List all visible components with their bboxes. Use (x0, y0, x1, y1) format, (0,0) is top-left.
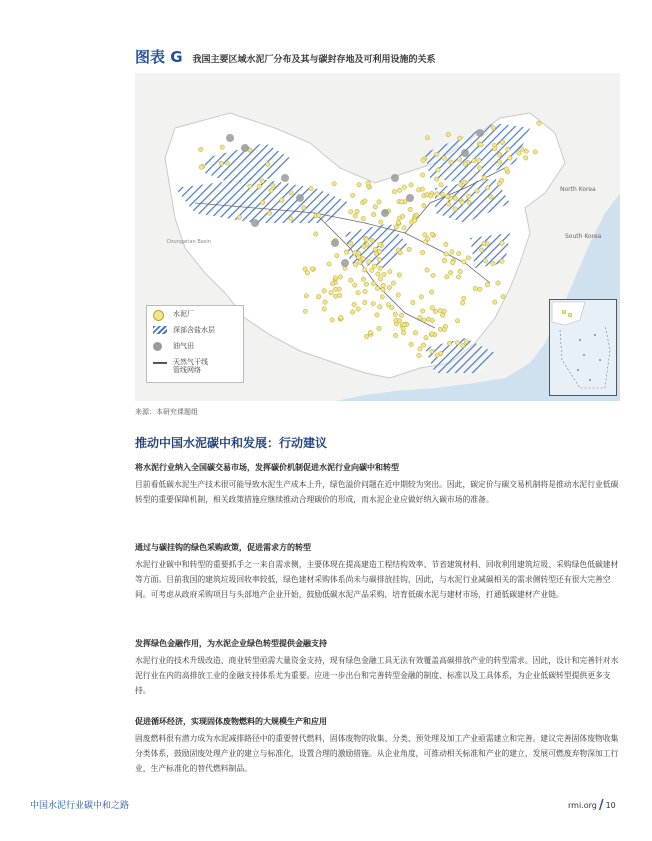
cement-plant-marker (304, 294, 308, 298)
cement-plant-marker (400, 200, 404, 204)
cement-plant-marker (402, 226, 406, 230)
cement-plant-marker (333, 276, 337, 280)
cement-plant-marker (424, 335, 428, 339)
cement-plant-marker (453, 196, 457, 200)
cement-plant-marker (430, 306, 434, 310)
cement-plant-marker (393, 333, 397, 337)
cement-plant-marker (376, 272, 380, 276)
cement-plant-marker (371, 301, 375, 305)
cement-plant-marker (402, 185, 406, 189)
cement-plant-marker (237, 215, 241, 219)
cement-plant-marker (248, 184, 252, 188)
cement-plant-marker (497, 181, 501, 185)
cement-plant-marker (349, 241, 353, 245)
cement-plant-marker (520, 147, 524, 151)
cement-plant-marker (417, 353, 421, 357)
oil-gas-field-marker (226, 134, 234, 142)
cement-plant-marker (435, 353, 439, 357)
cement-plant-marker (429, 194, 433, 198)
cement-plant-marker (435, 192, 439, 196)
oil-gas-field-marker (391, 174, 399, 182)
cement-plant-marker (477, 166, 481, 170)
cement-plant-marker (422, 318, 426, 322)
cement-plant-marker (350, 193, 354, 197)
cement-plant-marker (377, 200, 381, 204)
cement-plant-marker (408, 207, 412, 211)
cement-plant-marker (358, 260, 362, 264)
cement-plant-marker (464, 339, 468, 343)
cement-plant-marker (430, 332, 434, 336)
cement-plant-marker (280, 198, 284, 202)
cement-plant-marker (506, 147, 510, 151)
saline-aquifer-icon (153, 326, 167, 334)
cement-plant-marker (501, 294, 505, 298)
footer-report-title: 中国水泥行业碳中和之路 (30, 801, 130, 811)
cement-plant-marker (491, 126, 495, 130)
legend-item-cement: 水泥厂 (153, 310, 237, 326)
cement-plant-marker (353, 251, 357, 255)
cement-plant-marker (289, 217, 293, 221)
cement-plant-marker (339, 315, 343, 319)
cement-plant-marker (370, 268, 374, 272)
cement-plant-marker (426, 317, 430, 321)
cement-plant-marker (362, 268, 366, 272)
cement-plant-marker (467, 200, 471, 204)
cement-plant-marker (375, 286, 379, 290)
cement-plant-marker (448, 270, 452, 274)
cement-plant-marker (504, 167, 508, 171)
map-label-basin: Dzungarian Basin (167, 239, 211, 245)
cement-plant-marker (421, 309, 425, 313)
cement-plant-marker (409, 342, 413, 346)
cement-plant-marker (371, 281, 375, 285)
recommendation-body-2: 水泥行业碳中和转型的重要抓手之一来自需求侧，主要体现在提高建造工程结构效率、节省建筑材料、回收利用建筑垃圾、采购绿色低碳建材等方面。目前我国的建筑垃圾回收率较低，绿色建材采购体系尚未与碳排放挂钩，因此，与水泥行业减碳相关的需求侧转型还有很大完善空间。可考虑从政府采购项目与头部地产企业开始，鼓励低碳水泥产品采购，培育低碳水泥与建材市场，打通低碳建材产业链。 (135, 560, 619, 599)
cement-plant-marker (500, 241, 504, 245)
cement-plant-marker (353, 283, 357, 287)
pipeline-icon (153, 362, 167, 364)
cement-plant-marker (337, 287, 341, 291)
cement-plant-marker (219, 161, 223, 165)
cement-plant-marker (301, 206, 305, 210)
cement-plant-marker (445, 194, 449, 198)
cement-plant-marker (386, 303, 390, 307)
cement-plant-marker (355, 209, 359, 213)
figure-caption: 我国主要区域水泥厂分布及其与碳封存地及可利用设施的关系 (192, 55, 436, 65)
cement-plant-marker (392, 190, 396, 194)
figure-title (135, 46, 436, 66)
cement-plant-marker (378, 242, 382, 246)
cement-plant-marker (381, 283, 385, 287)
cement-plant-marker (477, 158, 481, 162)
cement-plant-marker (260, 200, 264, 204)
cement-plant-marker (457, 251, 461, 255)
cement-plant-marker (450, 250, 454, 254)
cement-plant-marker (485, 186, 489, 190)
cement-plant-marker (332, 182, 336, 186)
cement-plant-marker (266, 162, 270, 166)
cement-plant-marker (368, 330, 372, 334)
cement-plant-marker (356, 290, 360, 294)
cement-plant-marker (436, 168, 440, 172)
cement-plant-marker (473, 286, 477, 290)
cement-plant-marker (401, 331, 405, 335)
footer-page-info (568, 798, 616, 813)
cement-plant-marker (418, 347, 422, 351)
cement-plant-marker (397, 273, 401, 277)
cement-plant-marker (388, 269, 392, 273)
page-number: 10 (605, 801, 616, 810)
cement-plant-marker (269, 188, 273, 192)
cement-plant-marker (475, 189, 479, 193)
cement-plant-marker (440, 313, 444, 317)
cement-plant-marker (399, 313, 403, 317)
cement-plant-marker (485, 282, 489, 286)
figure-label: 图表 G (135, 48, 183, 66)
cement-plant-marker (412, 218, 416, 222)
cement-plant-marker (498, 160, 502, 164)
oil-gas-field-marker (461, 149, 469, 157)
cement-plant-marker (479, 143, 483, 147)
cement-plant-marker (401, 326, 405, 330)
cement-plant-marker (447, 341, 451, 345)
cement-plant-marker (446, 132, 450, 136)
cement-plant-marker (330, 318, 334, 322)
cement-plant-marker (379, 220, 383, 224)
cement-plant-marker (225, 161, 229, 165)
cement-plant-marker (462, 260, 466, 264)
recommendation-heading-3: 发挥绿色金融作用，为水泥企业绿色转型提供金融支持 (135, 639, 327, 648)
cement-plant-marker (370, 238, 374, 242)
cement-plant-marker (350, 310, 354, 314)
oil-gas-field-marker (281, 174, 289, 182)
oil-gas-field-marker (241, 144, 249, 152)
cement-plant-marker (493, 146, 497, 150)
aquifer-6 (470, 233, 510, 268)
cement-plant-marker (402, 322, 406, 326)
cement-plant-marker (333, 294, 337, 298)
cement-plant-marker (327, 262, 331, 266)
cement-plant-marker (330, 281, 334, 285)
cement-plant-marker (421, 158, 425, 162)
cement-plant-marker (363, 199, 367, 203)
cement-plant-marker (316, 294, 320, 298)
cement-plant-marker (482, 176, 486, 180)
cement-plant-marker (375, 313, 379, 317)
cement-plant-marker (421, 343, 425, 347)
cement-plant-marker (457, 136, 461, 140)
cement-plant-marker (398, 251, 402, 255)
cement-plant-marker (444, 252, 448, 256)
cement-plant-marker (220, 145, 224, 149)
cement-plant-marker (313, 232, 317, 236)
oil-gas-field-marker (341, 259, 349, 267)
cement-plant-marker (338, 293, 342, 297)
cement-plant-marker (364, 237, 368, 241)
cement-plant-marker (322, 307, 326, 311)
cement-plant-marker (479, 248, 483, 252)
cement-plant-icon (153, 310, 164, 321)
cement-plant-marker (420, 250, 424, 254)
cement-plant-marker (356, 307, 360, 311)
cement-plant-marker (409, 183, 413, 187)
cement-plant-marker (456, 275, 460, 279)
cement-plant-marker (457, 157, 461, 161)
cement-plant-marker (498, 152, 502, 156)
cement-plant-marker (364, 334, 368, 338)
cement-plant-marker (430, 349, 434, 353)
cement-plant-marker (441, 192, 445, 196)
cement-plant-marker (199, 165, 203, 169)
cement-plant-marker (387, 285, 391, 289)
cement-plant-marker (455, 340, 459, 344)
section-title: 推动中国水泥碳中和发展：行动建议 (135, 436, 328, 450)
cement-plant-marker (361, 277, 365, 281)
cement-plant-marker (393, 312, 397, 316)
recommendation-heading-1: 将水泥行业纳入全国碳交易市场，发挥碳价机制促进水泥行业向碳中和转型 (135, 463, 399, 472)
oil-gas-field-marker (381, 209, 389, 217)
cement-plant-marker (537, 121, 541, 125)
cement-plant-marker (420, 173, 424, 177)
cement-plant-marker (449, 160, 453, 164)
cement-plant-marker (442, 258, 446, 262)
cement-plant-marker (373, 204, 377, 208)
cement-plant-marker (460, 301, 464, 305)
cement-plant-marker (444, 242, 448, 246)
cement-plant-marker (523, 156, 527, 160)
cement-plant-marker (378, 305, 382, 309)
footer-site-link[interactable]: rmi.org (568, 801, 597, 810)
cement-plant-marker (257, 184, 261, 188)
cement-plant-marker (378, 266, 382, 270)
cement-plant-marker (508, 156, 512, 160)
cement-plant-marker (463, 180, 467, 184)
cement-plant-marker (271, 183, 275, 187)
cement-plant-marker (466, 256, 470, 260)
legend-item-pipeline: 天然气干线管线网络 (153, 358, 237, 378)
oil-gas-field-icon (153, 342, 162, 351)
cement-plant-marker (442, 309, 446, 313)
cement-plant-marker (489, 195, 493, 199)
cement-plant-marker (322, 289, 326, 293)
cement-plant-marker (361, 256, 365, 260)
cement-plant-marker (267, 211, 271, 215)
cement-plant-marker (491, 261, 495, 265)
cement-plant-marker (466, 194, 470, 198)
cement-plant-marker (377, 257, 381, 261)
cement-plant-marker (431, 273, 435, 277)
cement-plant-marker (500, 140, 504, 144)
cement-plant-marker (496, 281, 500, 285)
cement-plant-marker (381, 287, 385, 291)
oil-gas-field-marker (406, 194, 414, 202)
cement-plant-marker (425, 268, 429, 272)
cement-plant-marker (391, 281, 395, 285)
cement-plant-marker (396, 220, 400, 224)
cement-plant-marker (382, 272, 386, 276)
cement-plant-marker (377, 249, 381, 253)
cement-plant-marker (478, 287, 482, 291)
cement-plant-marker (323, 300, 327, 304)
recommendation-body-4: 固废燃料很有潜力成为水泥减排路径中的重要替代燃料，固体废物的收集、分类、预处理及加工产业亟需建立和完善。建议完善固体废物收集分类体系，鼓励固废处理产业的建立与标准化，设置合理的激励措施。从企业角度，可推动相关标准和产业的建立，发展可燃废弃物深加工行业，生产标准化的替代燃料制品。 (135, 734, 619, 773)
cement-plant-marker (378, 277, 382, 281)
cement-plant-marker (433, 309, 437, 313)
cement-plant-marker (423, 233, 427, 237)
recommendation-body-3: 水泥行业的技术升级改造、商业转型亟需大量资金支持，现有绿色金融工具无法有效覆盖高碳排放产业的转型需求。因此，设计和完善针对水泥行业在内的高排放工业的金融支持体系尤为重要。应进一步出台和完善转型金融的制度、标准以及工具体系，为企业低碳转型提供更多支持。 (135, 656, 619, 695)
recommendation-heading-4: 促进循环经济，实现固体废物燃料的大规模生产和应用 (135, 717, 327, 726)
cement-plant-marker (430, 232, 434, 236)
cement-plant-marker (380, 295, 384, 299)
cement-plant-marker (493, 300, 497, 304)
cement-plant-marker (357, 255, 361, 259)
oil-gas-field-marker (331, 239, 339, 247)
cement-plant-marker (524, 149, 528, 153)
recommendation-body-1: 目前看低碳水泥生产技术很可能导致水泥生产成本上升，绿色溢价问题在近中期较为突出。因此，碳定价与碳交易机制将是推动水泥行业低碳转型的重要保障机制，相关政策措施应继续推动合理碳价的形成，而水泥企业应做好纳入碳市场的准备。 (135, 480, 619, 504)
cement-plant-marker (344, 250, 348, 254)
cement-plant-marker (357, 182, 361, 186)
cement-plant-marker (260, 179, 264, 183)
cement-plant-marker (413, 331, 417, 335)
cement-plant-marker (463, 162, 467, 166)
map-legend (146, 305, 244, 383)
oil-gas-field-marker (296, 194, 304, 202)
cement-plant-marker (445, 275, 449, 279)
cement-plant-marker (372, 264, 376, 268)
cement-plant-marker (500, 259, 504, 263)
cement-plant-marker (461, 296, 465, 300)
cement-plant-marker (418, 315, 422, 319)
legend-item-gasfield: 油气田 (153, 342, 237, 358)
cement-plant-marker (363, 289, 367, 293)
cement-plant-marker (353, 263, 357, 267)
cement-plant-marker (361, 216, 365, 220)
cement-plant-marker (352, 302, 356, 306)
cement-plant-marker (400, 214, 404, 218)
map-label-south-korea: South Korea (565, 233, 602, 240)
cement-plant-marker (422, 203, 426, 207)
cement-plant-marker (349, 210, 353, 214)
cement-plant-marker (458, 269, 462, 273)
cement-plant-marker (461, 343, 465, 347)
cement-plant-marker (305, 271, 309, 275)
cement-plant-marker (458, 183, 462, 187)
cement-plant-marker (309, 186, 313, 190)
cement-plant-marker (485, 242, 489, 246)
cement-plant-marker (446, 202, 450, 206)
footer-slash: / (598, 798, 604, 813)
cement-plant-marker (367, 260, 371, 264)
cement-plant-marker (373, 247, 377, 251)
cement-plant-marker (517, 151, 521, 155)
cement-plant-marker (394, 225, 398, 229)
recommendation-heading-2: 通过与碳挂钩的绿色采购政策，促进需求方的转型 (135, 543, 311, 552)
oil-gas-field-marker (476, 129, 484, 137)
cement-plant-marker (362, 244, 366, 248)
cement-plant-marker (411, 300, 415, 304)
cement-plant-marker (429, 290, 433, 294)
cement-plant-marker (426, 237, 430, 241)
cement-plant-marker (316, 213, 320, 217)
cement-plant-marker (397, 319, 401, 323)
cement-plant-marker (396, 293, 400, 297)
cement-plant-marker (353, 214, 357, 218)
cement-plant-marker (310, 267, 314, 271)
cement-plant-marker (349, 278, 353, 282)
cement-plant-marker (425, 136, 429, 140)
cement-plant-marker (419, 295, 423, 299)
cement-plant-marker (533, 150, 537, 154)
figure-source: 来源：本研究课题组 (135, 408, 198, 416)
cement-plant-marker (329, 290, 333, 294)
cement-plant-marker (483, 259, 487, 263)
south-china-sea-inset (549, 299, 617, 396)
cement-plant-marker (198, 147, 202, 151)
cement-plant-marker (460, 200, 464, 204)
cement-plant-marker (397, 188, 401, 192)
cement-plant-marker (442, 327, 446, 331)
cement-plant-marker (451, 260, 455, 264)
legend-item-aquifer: 深部含盐水层 (153, 326, 237, 342)
cement-plant-marker (407, 247, 411, 251)
cement-plant-marker (453, 207, 457, 211)
cement-plant-marker (377, 326, 381, 330)
cement-plant-marker (338, 275, 342, 279)
cement-plant-marker (289, 191, 293, 195)
cement-plant-marker (455, 319, 459, 323)
cement-plant-marker (363, 300, 367, 304)
cement-plant-marker (435, 152, 439, 156)
map-label-north-korea: North Korea (560, 186, 596, 193)
cement-plant-marker (439, 183, 443, 187)
cement-plant-marker (303, 309, 307, 313)
oil-gas-field-marker (251, 219, 259, 227)
cement-plant-marker (472, 158, 476, 162)
cement-plant-marker (434, 177, 438, 181)
cement-plant-marker (442, 156, 446, 160)
cement-plant-marker (366, 181, 370, 185)
cement-plant-marker (371, 212, 375, 216)
cement-plant-marker (416, 188, 420, 192)
cement-plant-marker (335, 254, 339, 258)
cement-plant-marker (364, 282, 368, 286)
